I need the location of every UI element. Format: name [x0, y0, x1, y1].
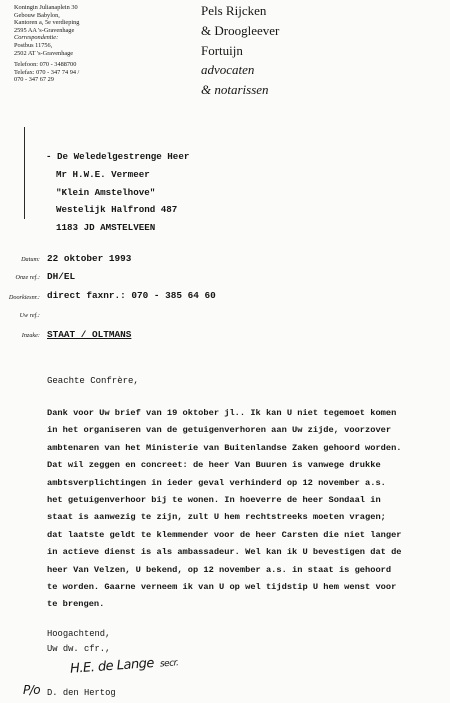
- subject-value: STAAT / OLTMANS: [47, 329, 132, 340]
- dial-value: direct faxnr.: 070 - 385 64 60: [47, 290, 216, 301]
- date-label: Datum:: [21, 256, 40, 263]
- body-line: in het organiseren van de getuigenverhoren aan Uw zijde, voorzover: [47, 425, 392, 436]
- handwritten-signature: [70, 654, 179, 677]
- body-line: ambtenaren van het Ministerie van Buitenlandse Zaken gehoord worden.: [47, 442, 402, 453]
- signatory-name: D. den Hertog: [47, 688, 116, 698]
- recipient-line: "Klein Amstelhove": [56, 186, 156, 198]
- body-line: heer Van Velzen, U bekend, op 12 november a.s. in staat is gehoord: [47, 564, 392, 575]
- closing: Hoogachtend,: [47, 629, 111, 639]
- phone-line: Telefoon: 070 - 3488700: [14, 61, 77, 69]
- body-line: te brengen.: [47, 599, 105, 610]
- dial-label: Doorkiesnr.:: [8, 294, 40, 301]
- body-line: in actieve dienst is als ambassadeur. Wel kan ik U bevestigen dat de: [47, 547, 402, 558]
- our-ref-value: DH/EL: [47, 271, 76, 282]
- address-line: Gebouw Babylon,: [14, 11, 60, 19]
- our-ref-label: Onze ref.:: [15, 274, 40, 281]
- body-line: Dat wil zeggen en concreet: de heer Van Buuren is vanwege drukke: [47, 460, 381, 471]
- body-line: staat is aanwezig te zijn, zult U hem rechtstreeks moeten vragen;: [47, 512, 386, 523]
- recipient-line: Westelijk Halfrond 487: [56, 204, 178, 216]
- signature-suffix: secr.: [159, 658, 179, 670]
- firm-name-line: Fortuijn: [201, 42, 243, 58]
- correspondence-line: Postbus 11756,: [14, 41, 53, 49]
- firm-letterhead: [201, 1, 279, 100]
- subject-label: Inzake:: [21, 332, 40, 339]
- fax-line: 070 - 347 67 29: [14, 76, 54, 84]
- body-line: ambtsverplichtingen in ieder geval verhinderd op 12 november a.s.: [47, 477, 386, 488]
- salutation: Geachte Confrère,: [47, 376, 139, 386]
- address-line: Kantoren a, 5e verdieping: [14, 19, 80, 27]
- firm-profession-line: & notarissen: [201, 82, 269, 98]
- recipient-address: [46, 148, 189, 237]
- firm-name-line: & Droogleever: [201, 22, 280, 38]
- letter-body: [47, 405, 402, 614]
- firm-profession-line: advocaten: [201, 62, 255, 78]
- correspondence-line: 2502 AT 's-Gravenhage: [14, 49, 74, 57]
- fax-line: Telefax: 070 - 347 74 94 /: [14, 68, 80, 76]
- address-line: 2595 AA 's-Gravenhage: [14, 26, 75, 34]
- sender-address: [14, 4, 164, 84]
- address-line: Koningin Julianaplein 30: [14, 4, 78, 11]
- correspondence-label: Correspondentie:: [14, 34, 59, 42]
- your-ref-label: Uw ref.:: [19, 312, 40, 319]
- recipient-line: 1183 JD AMSTELVEEN: [56, 222, 156, 234]
- margin-rule: [24, 127, 25, 219]
- closing-block: [47, 627, 110, 657]
- date-value: 22 oktober 1993: [47, 253, 132, 264]
- body-line: te worden. Gaarne verneem ik van U op wel tijdstip U hem wenst voor: [47, 582, 397, 593]
- body-line: dat laatste geldt te klemmender voor de heer Carsten die niet langer: [47, 529, 402, 540]
- signature-po: P/o: [23, 683, 41, 697]
- body-line: het getuigenverhoor bij te wonen. In hoeverre de heer Sondaal in: [47, 495, 381, 506]
- signature-name: H.E. de Lange: [69, 655, 155, 677]
- recipient-line: Mr H.W.E. Vermeer: [56, 168, 150, 180]
- closing-sub: Uw dw. cfr.,: [47, 644, 111, 654]
- recipient-line: - De Weledelgestrenge Heer: [46, 151, 190, 162]
- firm-name-line: Pels Rijcken: [201, 3, 267, 18]
- body-line: Dank voor Uw brief van 19 oktober jl.. Ik kan U niet tegemoet komen: [47, 408, 397, 418]
